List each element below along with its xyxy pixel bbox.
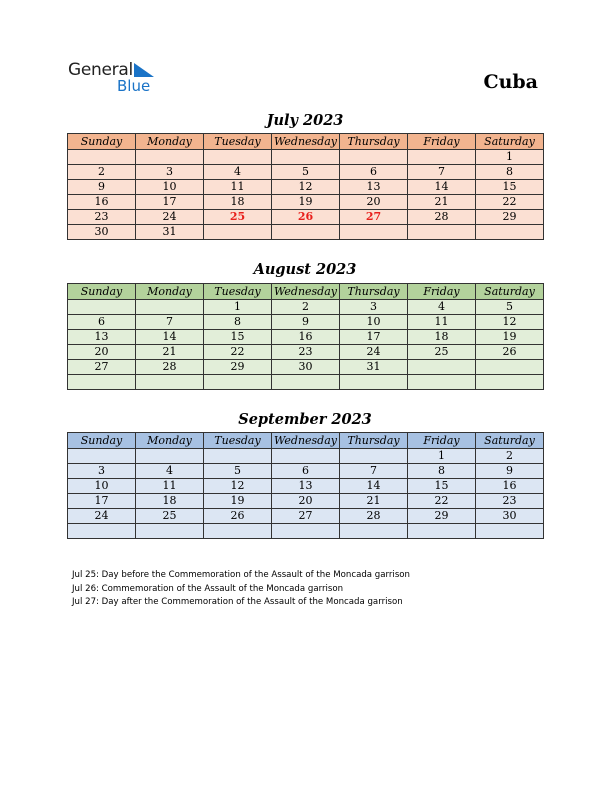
day-cell: 26 xyxy=(272,210,340,225)
day-cell: 3 xyxy=(136,165,204,180)
week-row xyxy=(68,524,544,539)
day-cell: 31 xyxy=(136,225,204,240)
day-cell: 10 xyxy=(136,180,204,195)
day-cell xyxy=(68,150,136,165)
week-row xyxy=(68,479,544,494)
day-cell: 7 xyxy=(136,315,204,330)
day-cell xyxy=(408,150,476,165)
day-cell xyxy=(408,524,476,539)
day-cell: 14 xyxy=(136,330,204,345)
day-cell: 15 xyxy=(476,180,544,195)
day-cell: 18 xyxy=(204,195,272,210)
day-cell xyxy=(68,449,136,464)
week-row xyxy=(68,195,544,210)
day-cell: 1 xyxy=(408,449,476,464)
day-cell: 6 xyxy=(68,315,136,330)
day-cell: 1 xyxy=(476,150,544,165)
day-cell: 16 xyxy=(272,330,340,345)
day-cell xyxy=(68,375,136,390)
day-cell xyxy=(68,524,136,539)
weekday-header: Friday xyxy=(408,134,476,150)
weekday-header: Monday xyxy=(136,284,204,300)
day-cell: 10 xyxy=(68,479,136,494)
day-cell xyxy=(204,375,272,390)
week-row xyxy=(68,165,544,180)
day-cell: 28 xyxy=(340,509,408,524)
day-cell: 5 xyxy=(476,300,544,315)
day-cell: 19 xyxy=(476,330,544,345)
weekday-header: Wednesday xyxy=(272,284,340,300)
week-row xyxy=(68,150,544,165)
week-row xyxy=(68,449,544,464)
weekday-header: Monday xyxy=(136,134,204,150)
day-cell: 16 xyxy=(68,195,136,210)
day-cell: 21 xyxy=(408,195,476,210)
day-cell xyxy=(340,524,408,539)
week-row xyxy=(68,360,544,375)
month-title-july: July 2023 xyxy=(266,112,344,129)
holiday-note: Jul 26: Commemoration of the Assault of the Moncada garrison xyxy=(72,583,344,594)
day-cell: 27 xyxy=(272,509,340,524)
day-cell: 20 xyxy=(68,345,136,360)
week-row xyxy=(68,315,544,330)
day-cell xyxy=(408,225,476,240)
logo-triangle-icon xyxy=(134,63,154,77)
month-title-september: September 2023 xyxy=(238,411,372,428)
month-title-august: August 2023 xyxy=(253,261,357,278)
weekday-header-row xyxy=(68,433,544,449)
country-title: Cuba xyxy=(483,71,538,93)
day-cell: 20 xyxy=(272,494,340,509)
day-cell: 9 xyxy=(272,315,340,330)
day-cell: 5 xyxy=(272,165,340,180)
day-cell xyxy=(204,449,272,464)
day-cell xyxy=(340,375,408,390)
day-cell: 25 xyxy=(204,210,272,225)
week-row xyxy=(68,464,544,479)
day-cell xyxy=(272,375,340,390)
day-cell: 2 xyxy=(68,165,136,180)
day-cell xyxy=(272,524,340,539)
weekday-header: Saturday xyxy=(476,433,544,449)
day-cell: 14 xyxy=(340,479,408,494)
weekday-header: Tuesday xyxy=(204,284,272,300)
week-row xyxy=(68,494,544,509)
day-cell xyxy=(272,225,340,240)
day-cell: 18 xyxy=(408,330,476,345)
day-cell: 30 xyxy=(272,360,340,375)
day-cell: 17 xyxy=(340,330,408,345)
day-cell: 8 xyxy=(408,464,476,479)
day-cell: 24 xyxy=(68,509,136,524)
weekday-header: Sunday xyxy=(68,284,136,300)
day-cell xyxy=(272,150,340,165)
day-cell: 30 xyxy=(68,225,136,240)
day-cell xyxy=(136,375,204,390)
day-cell xyxy=(476,375,544,390)
day-cell: 25 xyxy=(408,345,476,360)
day-cell: 21 xyxy=(136,345,204,360)
day-cell: 14 xyxy=(408,180,476,195)
day-cell: 23 xyxy=(68,210,136,225)
week-row xyxy=(68,375,544,390)
day-cell: 16 xyxy=(476,479,544,494)
day-cell: 7 xyxy=(408,165,476,180)
day-cell xyxy=(136,449,204,464)
weekday-header: Friday xyxy=(408,284,476,300)
calendar-september xyxy=(67,432,544,539)
day-cell: 7 xyxy=(340,464,408,479)
day-cell: 26 xyxy=(204,509,272,524)
weekday-header: Friday xyxy=(408,433,476,449)
day-cell: 3 xyxy=(68,464,136,479)
day-cell: 29 xyxy=(476,210,544,225)
day-cell: 12 xyxy=(204,479,272,494)
day-cell: 26 xyxy=(476,345,544,360)
weekday-header: Wednesday xyxy=(272,134,340,150)
day-cell xyxy=(476,524,544,539)
day-cell: 11 xyxy=(408,315,476,330)
week-row xyxy=(68,330,544,345)
day-cell: 23 xyxy=(272,345,340,360)
holiday-notes xyxy=(72,569,412,610)
weekday-header: Thursday xyxy=(340,433,408,449)
day-cell: 27 xyxy=(340,210,408,225)
weekday-header: Monday xyxy=(136,433,204,449)
day-cell xyxy=(408,360,476,375)
day-cell xyxy=(136,150,204,165)
day-cell: 9 xyxy=(68,180,136,195)
day-cell: 5 xyxy=(204,464,272,479)
day-cell xyxy=(68,300,136,315)
day-cell: 19 xyxy=(204,494,272,509)
day-cell: 24 xyxy=(136,210,204,225)
day-cell: 29 xyxy=(408,509,476,524)
weekday-header: Saturday xyxy=(476,134,544,150)
weekday-header-row xyxy=(68,134,544,150)
weekday-header: Thursday xyxy=(340,284,408,300)
day-cell xyxy=(340,150,408,165)
weekday-header: Thursday xyxy=(340,134,408,150)
day-cell: 1 xyxy=(204,300,272,315)
day-cell: 2 xyxy=(476,449,544,464)
weekday-header: Tuesday xyxy=(204,134,272,150)
day-cell: 13 xyxy=(272,479,340,494)
logo-blue-text: Blue xyxy=(117,77,151,95)
day-cell: 18 xyxy=(136,494,204,509)
day-cell: 24 xyxy=(340,345,408,360)
day-cell: 4 xyxy=(408,300,476,315)
weekday-header: Tuesday xyxy=(204,433,272,449)
weekday-header-row xyxy=(68,284,544,300)
week-row xyxy=(68,210,544,225)
week-row xyxy=(68,225,544,240)
day-cell: 8 xyxy=(476,165,544,180)
weekday-header: Sunday xyxy=(68,134,136,150)
weekday-header: Sunday xyxy=(68,433,136,449)
day-cell: 28 xyxy=(136,360,204,375)
day-cell: 21 xyxy=(340,494,408,509)
day-cell xyxy=(204,150,272,165)
day-cell: 4 xyxy=(136,464,204,479)
day-cell xyxy=(136,524,204,539)
holiday-note: Jul 25: Day before the Commemoration of the Assault of the Moncada garrison xyxy=(72,570,411,580)
logo-general-text: General xyxy=(68,60,133,80)
day-cell: 6 xyxy=(272,464,340,479)
day-cell xyxy=(408,375,476,390)
day-cell: 4 xyxy=(204,165,272,180)
day-cell: 3 xyxy=(340,300,408,315)
day-cell: 27 xyxy=(68,360,136,375)
day-cell: 10 xyxy=(340,315,408,330)
week-row xyxy=(68,509,544,524)
day-cell: 12 xyxy=(272,180,340,195)
week-row xyxy=(68,300,544,315)
day-cell: 29 xyxy=(204,360,272,375)
day-cell xyxy=(136,300,204,315)
day-cell: 11 xyxy=(204,180,272,195)
day-cell: 13 xyxy=(68,330,136,345)
day-cell: 9 xyxy=(476,464,544,479)
day-cell: 8 xyxy=(204,315,272,330)
calendar-july xyxy=(67,133,544,240)
day-cell: 19 xyxy=(272,195,340,210)
day-cell xyxy=(340,449,408,464)
day-cell: 6 xyxy=(340,165,408,180)
week-row xyxy=(68,180,544,195)
calendar-august xyxy=(67,283,544,390)
day-cell xyxy=(204,524,272,539)
day-cell: 15 xyxy=(204,330,272,345)
day-cell: 2 xyxy=(272,300,340,315)
day-cell: 17 xyxy=(68,494,136,509)
week-row xyxy=(68,345,544,360)
day-cell: 15 xyxy=(408,479,476,494)
day-cell xyxy=(476,360,544,375)
weekday-header: Saturday xyxy=(476,284,544,300)
day-cell xyxy=(340,225,408,240)
day-cell: 11 xyxy=(136,479,204,494)
day-cell: 20 xyxy=(340,195,408,210)
day-cell: 22 xyxy=(408,494,476,509)
holiday-note: Jul 27: Day after the Commemoration of the Assault of the Moncada garrison xyxy=(72,597,403,607)
day-cell: 23 xyxy=(476,494,544,509)
day-cell xyxy=(272,449,340,464)
day-cell: 22 xyxy=(204,345,272,360)
weekday-header: Wednesday xyxy=(272,433,340,449)
day-cell: 22 xyxy=(476,195,544,210)
day-cell xyxy=(204,225,272,240)
day-cell: 30 xyxy=(476,509,544,524)
day-cell: 25 xyxy=(136,509,204,524)
day-cell: 31 xyxy=(340,360,408,375)
day-cell: 28 xyxy=(408,210,476,225)
day-cell xyxy=(476,225,544,240)
general-blue-logo xyxy=(68,60,168,96)
day-cell: 12 xyxy=(476,315,544,330)
day-cell: 13 xyxy=(340,180,408,195)
day-cell: 17 xyxy=(136,195,204,210)
